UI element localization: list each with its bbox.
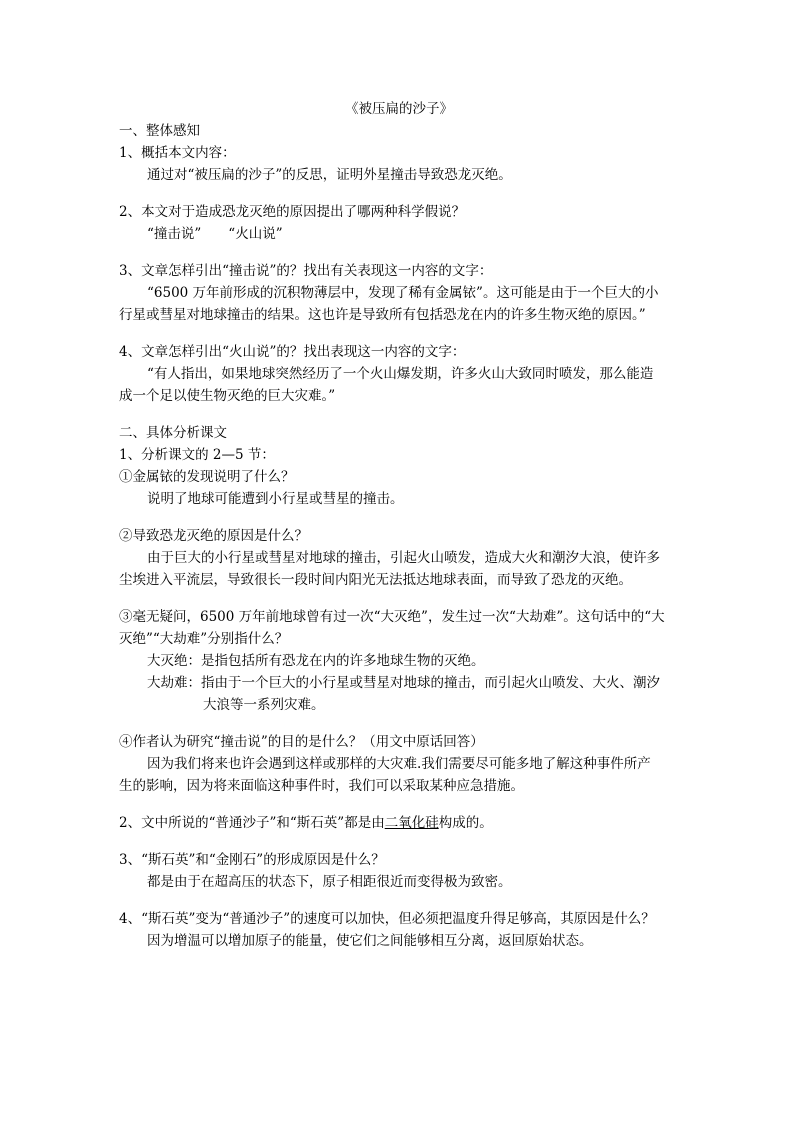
analysis-part-4-answer: 因为增温可以增加原子的能量，使它们之间能够相互分离，返回原始状态。 <box>147 933 593 949</box>
sub-question-1: ①金属铱的发现说明了什么？ <box>119 469 295 485</box>
analysis-part-1: 1、分析课文的 2—5 节： <box>119 447 275 463</box>
analysis-part-4-question: 4、“斯石英”变为“普通沙子”的速度可以加快，但必须把温度升得足够高，其原因是什么？ <box>119 911 655 927</box>
sub-answer-3b-line-1: 大劫难：指由于一个巨大的小行星或彗星对地球的撞击，而引起火山喷发、大火、潮汐 <box>147 675 660 691</box>
sub-answer-2-line-2: 尘埃进入平流层，导致很长一段时间内阳光无法抵达地球表面，而导致了恐龙的灭绝。 <box>119 572 632 588</box>
sub-answer-2-line-1: 由于巨大的小行星或彗星对地球的撞击，引起火山喷发，造成大火和潮汐大浪，使许多 <box>147 550 660 566</box>
sub-question-2: ②导致恐龙灭绝的原因是什么？ <box>119 528 308 544</box>
answer-4-line-2: 成一个足以使生物灭绝的巨大灾难。” <box>119 388 336 404</box>
document-page <box>119 98 679 952</box>
sub-answer-1: 说明了地球可能遭到小行星或彗星的撞击。 <box>147 491 404 507</box>
sub-answer-3a: 大灭绝：是指包括所有恐龙在内的许多地球生物的灭绝。 <box>147 653 485 669</box>
analysis-part-3-answer: 都是由于在超高压的状态下，原子相距很近而变得极为致密。 <box>147 874 512 890</box>
question-2: 2、本文对于造成恐龙灭绝的原因提出了哪两种科学假说？ <box>119 204 466 220</box>
answer-1: 通过对“被压扁的沙子”的反思，证明外星撞击导致恐龙灭绝。 <box>147 167 512 183</box>
underlined-answer: 二氧化硅 <box>384 815 439 831</box>
part-2-text-before: 2、文中所说的“普通沙子”和“斯石英”都是由 <box>119 815 385 831</box>
question-4: 4、文章怎样引出“火山说”的？找出表现这一内容的文字： <box>119 344 466 360</box>
sub-question-3-line-2: 灭绝”“大劫难”分别指什么？ <box>119 631 289 647</box>
analysis-part-2 <box>119 812 679 834</box>
sub-answer-3b-line-2: 大浪等一系列灾难。 <box>203 697 325 713</box>
question-1: 1、概括本文内容： <box>119 145 236 161</box>
sub-answer-4-line-2: 生的影响，因为将来面临这种事件时，我们可以采取某种应急措施。 <box>119 778 524 794</box>
section-heading-overview: 一、整体感知 <box>119 123 200 139</box>
answer-2: “撞击说” “火山说” <box>147 226 283 242</box>
section-heading-analysis: 二、具体分析课文 <box>119 425 227 441</box>
answer-3-line-2: 行星或彗星对地球撞击的结果。这也许是导致所有包括恐龙在内的许多生物灭绝的原因。” <box>119 307 646 323</box>
page-title: 《被压扁的沙子》 <box>345 101 453 117</box>
answer-3-line-1: “6500 万年前形成的沉积物薄层中，发现了稀有金属铱”。这可能是由于一个巨大的小 <box>147 285 659 301</box>
question-3: 3、文章怎样引出“撞击说”的？找出有关表现这一内容的文字： <box>119 263 493 279</box>
analysis-part-3-question: 3、“斯石英”和“金刚石”的形成原因是什么？ <box>119 852 385 868</box>
sub-question-4: ④作者认为研究“撞击说”的目的是什么？（用文中原话回答） <box>119 734 484 750</box>
sub-question-3-line-1: ③毫无疑问，6500 万年前地球曾有过一次“大灭绝”，发生过一次“大劫难”。这句话中的“大 <box>119 609 665 625</box>
part-2-text-after: 构成的。 <box>438 815 493 831</box>
sub-answer-4-line-1: 因为我们将来也许会遇到这样或那样的大灾难.我们需要尽可能多地了解这种事件所产 <box>147 756 651 772</box>
answer-4-line-1: “有人指出，如果地球突然经历了一个火山爆发期，许多火山大致同时喷发，那么能造 <box>147 366 654 382</box>
